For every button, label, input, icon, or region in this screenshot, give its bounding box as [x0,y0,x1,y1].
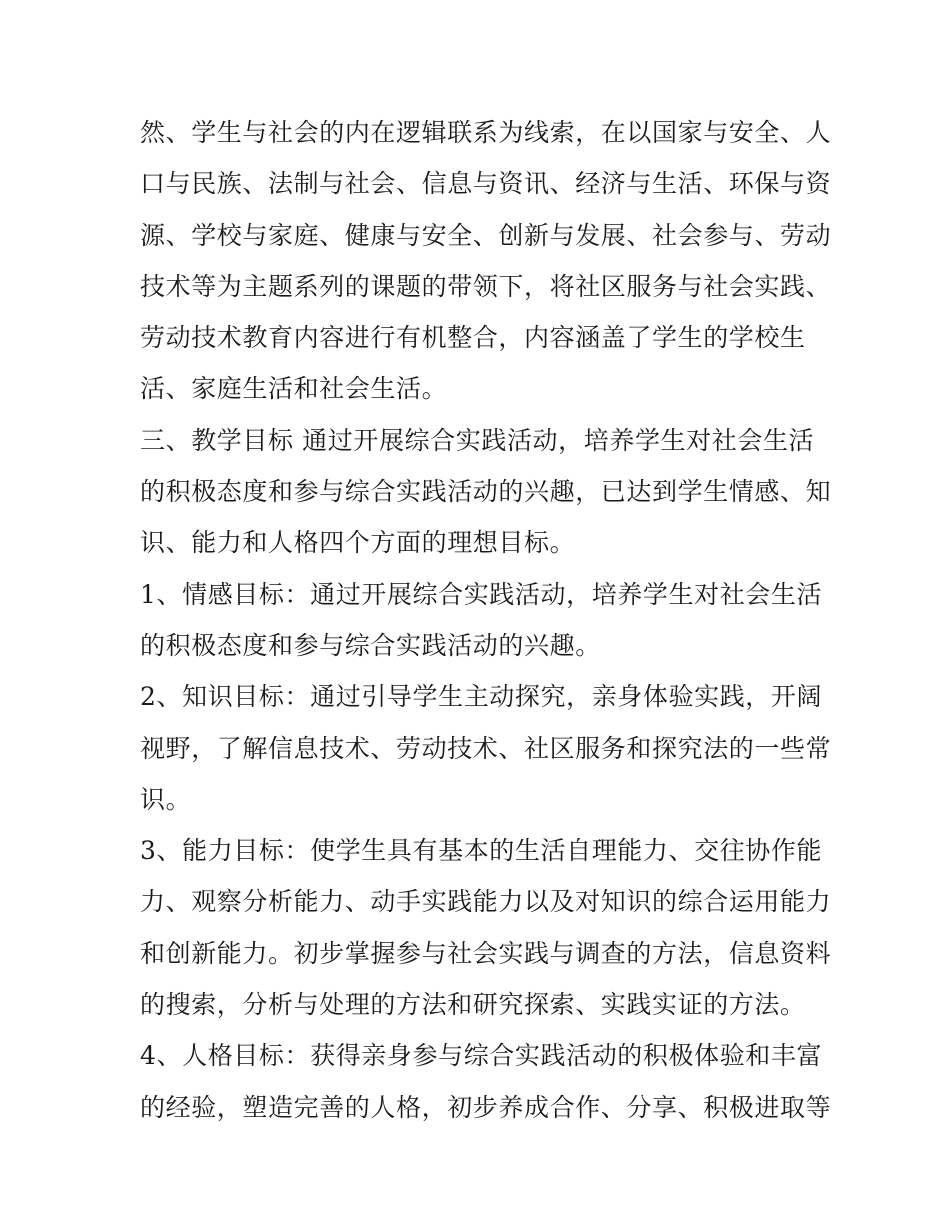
list-item-ability-goal: 3、能力目标：使学生具有基本的生活自理能力、交往协作能 [140,836,823,866]
list-item-personality-goal: 4、人格目标：获得亲身参与综合实践活动的积极体验和丰富 [140,1041,823,1071]
text-line: 技术等为主题系列的课题的带领下，将社区服务与社会实践、 [140,271,832,301]
body-text [140,107,832,1133]
text-line: 的积极态度和参与综合实践活动的兴趣，已达到学生情感、知 [140,477,832,507]
text-line: 源、学校与家庭、健康与安全、创新与发展、社会参与、劳动 [140,220,832,250]
text-line: 的积极态度和参与综合实践活动的兴趣。 [140,630,601,660]
text-line: 口与民族、法制与社会、信息与资讯、经济与生活、环保与资 [140,169,832,199]
text-line: 活、家庭生活和社会生活。 [140,374,448,404]
text-line: 然、学生与社会的内在逻辑联系为线索，在以国家与安全、人 [140,118,832,147]
text-line: 视野，了解信息技术、劳动技术、社区服务和探究法的一些常 [140,733,832,763]
text-line: 劳动技术教育内容进行有机整合，内容涵盖了学生的学校生 [140,323,806,353]
text-line: 识。 [140,784,192,814]
list-item-emotion-goal: 1、情感目标：通过开展综合实践活动，培养学生对社会生活 [140,579,823,609]
section-heading-line: 三、教学目标 通过开展综合实践活动，培养学生对社会生活 [140,425,815,455]
list-item-knowledge-goal: 2、知识目标：通过引导学生主动探究，亲身体验实践，开阔 [140,682,823,712]
text-line: 的经验，塑造完善的人格，初步养成合作、分享、积极进取等 [140,1092,832,1122]
text-line: 和创新能力。初步掌握参与社会实践与调查的方法，信息资料 [140,938,832,968]
text-line: 的搜索，分析与处理的方法和研究探索、实践实证的方法。 [140,990,806,1020]
text-line: 识、能力和人格四个方面的理想目标。 [140,528,576,558]
text-line: 力、观察分析能力、动手实践能力以及对知识的综合运用能力 [140,887,832,917]
